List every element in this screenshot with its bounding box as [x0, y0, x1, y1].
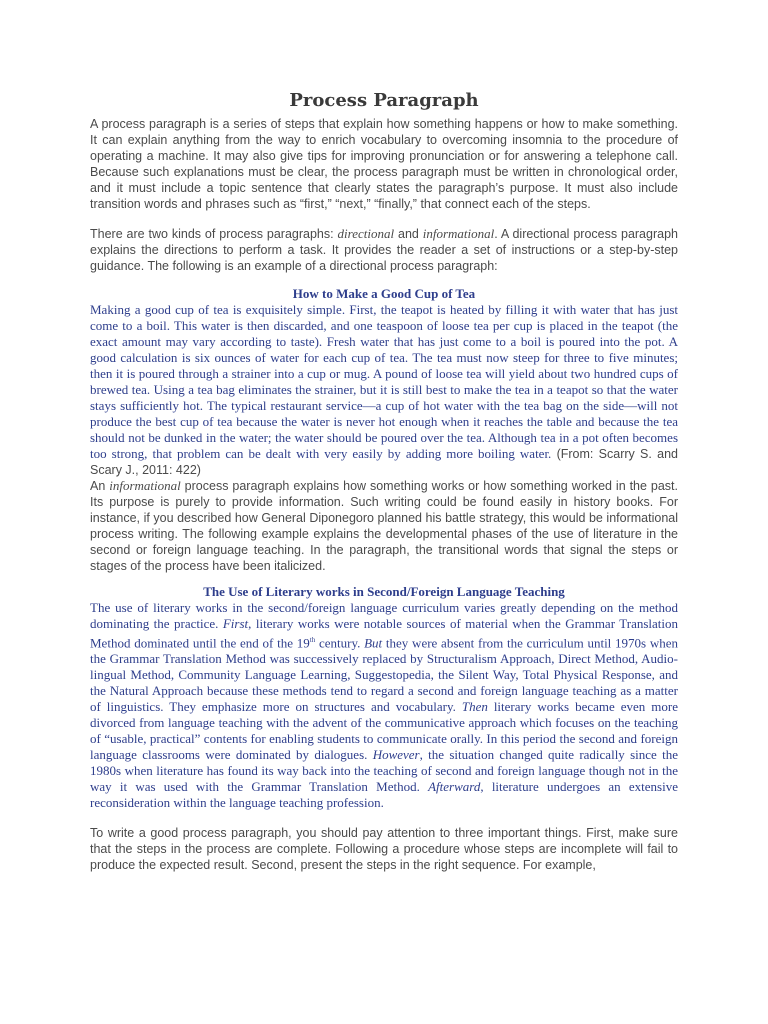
- transition-then: Then: [461, 699, 488, 715]
- informational-term-2: informational: [109, 478, 181, 493]
- intro-paragraph: A process paragraph is a series of steps that explain how something happens or how to make something. It can explain anything from the way to enrich vocabulary to overcoming insomnia to the procedure of operating a machine. It may also give tips for improving pronunciation or for answering a telephone call. Because such explanations must be clear, the process paragraph must be written in chronological order, and it must include a topic sentence that clearly states the paragraph’s purpose. It must also include transition words and phrases such as “first,” “next,” “finally,” that connect each of the steps.: [90, 117, 678, 211]
- transition-first: First: [222, 616, 249, 631]
- tea-citation: (From: Scarry S. and Scary J., 2011: 422): [90, 447, 678, 477]
- page-title: Process Paragraph: [289, 90, 479, 111]
- informational-term: informational: [422, 226, 495, 241]
- transition-however: However: [372, 747, 420, 763]
- transition-but: But: [364, 635, 383, 651]
- document-page: [90, 90, 678, 873]
- closing-paragraph: To write a good process paragraph, you should pay attention to three important things. First, make sure that the steps in the process are complete. Following a procedure whose steps are incomplete will fail to produce the expected result. Second, present the steps in the right sequence. For example,: [90, 826, 678, 873]
- literary-paragraph: The use of literary works in the second/foreign language curriculum varies greatly depending on the method dominating the practice. First, literary works were notable sources of material when the Grammar Translation Method dominated until the end of the 19th century. But they were absent from the curriculum until 1970s when the Grammar Translation Method was successively replaced by Structuralism Approach, Direct Method, Audio-lingual Method, Community Language Learning, Suggestopedia, the Silent Way, Total Physical Response, and the Natural Approach because these methods tend to regard a second and foreign language teaching as a matter of linguistics. They emphasize more on structures and vocabulary. Then literary works became even more divorced from language teaching with the advent of the communicative approach which focuses on the teaching of “usable, practical” contents for enabling students to communicate orally. In this period the second and foreign language classrooms were dominated by dialogues. However, the situation changed quite radically since the 1980s when literature has found its way back into the teaching of second and foreign language though not in the way it was used with the Grammar Translation Method. Afterward, literature undergoes an extensive reconsideration within the language teaching profession.: [90, 600, 679, 811]
- informational-paragraph: An informational process paragraph explains how something works or how something worked in the past. Its purpose is purely to provide information. Such writing could be found easily in history books. For instance, if you described how General Diponegoro planned his battle strategy, this would be informational process writing. The following example explains the developmental phases of the use of literature in the second or foreign language teaching. In the paragraph, the transitional words that signal the steps or stages of the process have been italicized.: [90, 478, 679, 573]
- tea-heading: How to Make a Good Cup of Tea: [292, 286, 476, 301]
- transition-afterward: Afterward: [428, 779, 481, 795]
- kinds-paragraph: There are two kinds of process paragraphs: directional and informational. A directional process paragraph explains the directions to perform a task. It provides the reader a set of instructions or a step-by-step guidance. The following is an example of a directional process paragraph:: [90, 226, 678, 273]
- tea-paragraph: Making a good cup of tea is exquisitely simple. First, the teapot is heated by filling it with water that has just come to a boil. This water is then discarded, and one teaspoon of loose tea per cup is placed in the teapot (the exact amount may vary according to taste). Fresh water that has just come to a boil is poured into the pot. A good calculation is six ounces of water for each cup of tea. The tea must now steep for three to five minutes; then it is poured through a strainer into a cup or mug. A pound of loose tea will yield about two hundred cups of brewed tea. Using a tea bag eliminates the strainer, but it is still best to make the tea in a teapot so that the water stays sufficiently hot. The typical restaurant service—a cup of hot water with the tea bag on the side—will not produce the best cup of tea because the water is never hot enough when it reaches the table and because the tea should not be dunked in the water; the water should be poured over the tea. Although tea in a pot often becomes too strong, that problem can be dealt with very easily by adding more boiling water. (From: Scarry S. and Scary J., 2011: 422): [90, 302, 678, 477]
- directional-term: directional: [337, 226, 395, 241]
- literary-heading: The Use of Literary works in Second/Foreign Language Teaching: [203, 584, 565, 599]
